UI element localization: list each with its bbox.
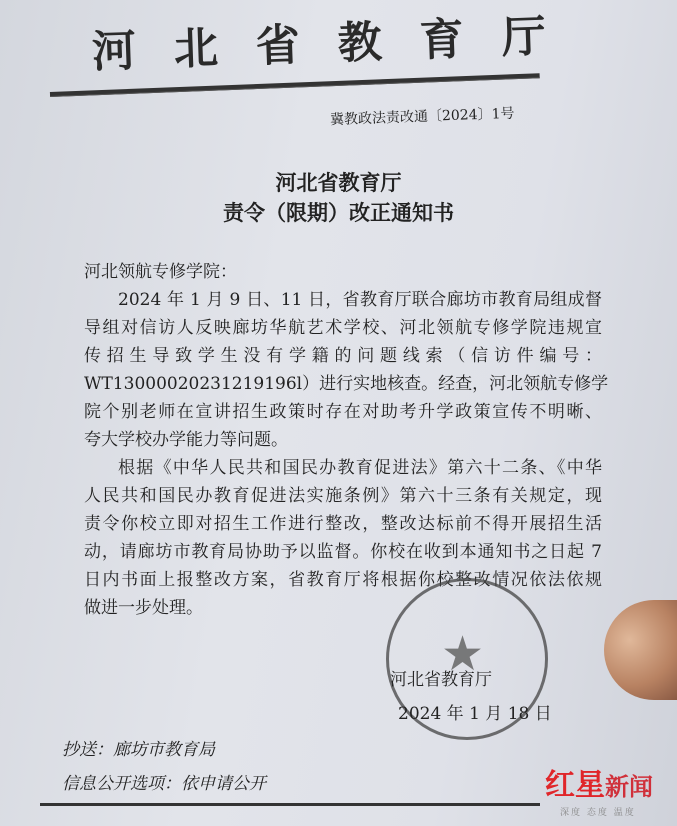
body-line: 做进一步处理。 bbox=[84, 598, 203, 618]
body-line: 传招生导致学生没有学籍的问题线索（信访件编号： bbox=[84, 346, 602, 366]
body-line: 导组对信访人反映廊坊华航艺术学校、河北领航专修学院违规宣 bbox=[84, 318, 602, 338]
star-icon: ★ bbox=[441, 626, 485, 682]
body-line: 日内书面上报整改方案，省教育厅将根据你校整改情况依法依规 bbox=[84, 570, 602, 590]
body-line: 责令你校立即对招生工作进行整改，整改达标前不得开展招生活 bbox=[84, 514, 602, 534]
issue-date: 2024 年 1 月 18 日 bbox=[398, 704, 552, 724]
body-line: 院个别老师在宣讲招生政策时存在对助考升学政策宣传不明晰、 bbox=[84, 402, 602, 422]
body-line: WT13000020231219196l）进行实地核查。经查，河北领航专修学 bbox=[84, 374, 609, 394]
masthead: 河北省教育厅 bbox=[91, 9, 585, 78]
body-line: 2024 年 1 月 9 日、11 日，省教育厅联合廊坊市教育局组成督 bbox=[118, 290, 602, 310]
title-line-2: 责令（限期）改正通知书 bbox=[223, 200, 454, 225]
watermark-brand-b: 新闻 bbox=[605, 772, 653, 801]
document-number: 冀教政法责改通〔2024〕1号 bbox=[329, 105, 515, 129]
title-line-1: 河北省教育厅 bbox=[275, 170, 402, 195]
footer-rule bbox=[40, 803, 540, 806]
issuer-signature: 河北省教育厅 bbox=[390, 670, 492, 690]
watermark-logo bbox=[545, 770, 653, 803]
body-line: 根据《中华人民共和国民办教育促进法》第六十二条、《中华 bbox=[118, 458, 602, 478]
cc-line: 抄送：廊坊市教育局 bbox=[62, 740, 215, 760]
body-line: 夸大学校办学能力等问题。 bbox=[84, 430, 288, 450]
salutation: 河北领航专修学院： bbox=[84, 262, 237, 282]
watermark-brand-a: 红星 bbox=[545, 768, 605, 803]
watermark-tagline: 深度 态度 温度 bbox=[560, 808, 636, 818]
body-line: 动，请廊坊市教育局协助予以监督。你校在收到本通知书之日起 7 bbox=[84, 542, 602, 562]
disclosure-line: 信息公开选项：依申请公开 bbox=[62, 774, 266, 794]
body-line: 人民共和国民办教育促进法实施条例》第六十三条有关规定，现 bbox=[84, 486, 602, 506]
finger bbox=[604, 600, 677, 700]
